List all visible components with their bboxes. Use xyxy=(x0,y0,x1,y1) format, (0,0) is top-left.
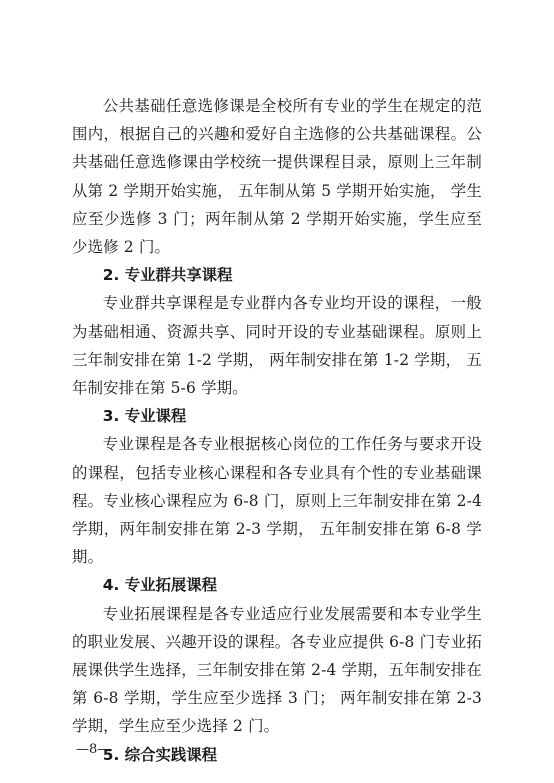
paragraph-shared-courses: 专业群共享课程是专业群内各专业均开设的课程，一般为基础相通、资源共享、同时开设的专业基础课程。原则上三年制安排在第 1-2 学期， 两年制安排在第 1-2 学期， 五年制安排在第 5-6 学期。 xyxy=(72,294,482,398)
heading-shared-courses: 2. 专业群共享课程 xyxy=(102,266,233,285)
paragraph-professional-courses: 专业课程是各专业根据核心岗位的工作任务与要求开设的课程，包括专业核心课程和各专业具有个性的专业基础课程。专业核心课程应为 6-8 门，原则上三年制安排在第 2-4 学期，两年制安排在第 2-3 学期， 五年制安排在第 6-8 学期。 xyxy=(72,435,482,567)
heading-extension-courses: 4. 专业拓展课程 xyxy=(102,576,218,595)
paragraph-public-electives: 公共基础任意选修课是全校所有专业的学生在规定的范围内，根据自己的兴趣和爱好自主选修的公共基础课程。公共基础任意选修课由学校统一提供课程目录，原则上三年制从第 2 学期开始实施， 五年制从第 5 学期开始实施， 学生应至少选修 3 门；两年制从第 2 学期开始实施，学生应至少选修 2 门。 xyxy=(72,97,482,257)
paragraph-extension-courses: 专业拓展课程是各专业适应行业发展需要和本专业学生的职业发展、兴趣开设的课程。各专业应提供 6-8 门专业拓展课供学生选择，三年制安排在第 2-4 学期，五年制安排在第 6-8 学期，学生应至少选择 3 门； 两年制安排在第 2-3 学期，学生应至少选择 2 门。 xyxy=(72,604,482,736)
page-number: —8— xyxy=(76,742,111,757)
heading-practice-courses: 5. 综合实践课程 xyxy=(102,745,218,764)
heading-professional-courses: 3. 专业课程 xyxy=(102,407,187,426)
